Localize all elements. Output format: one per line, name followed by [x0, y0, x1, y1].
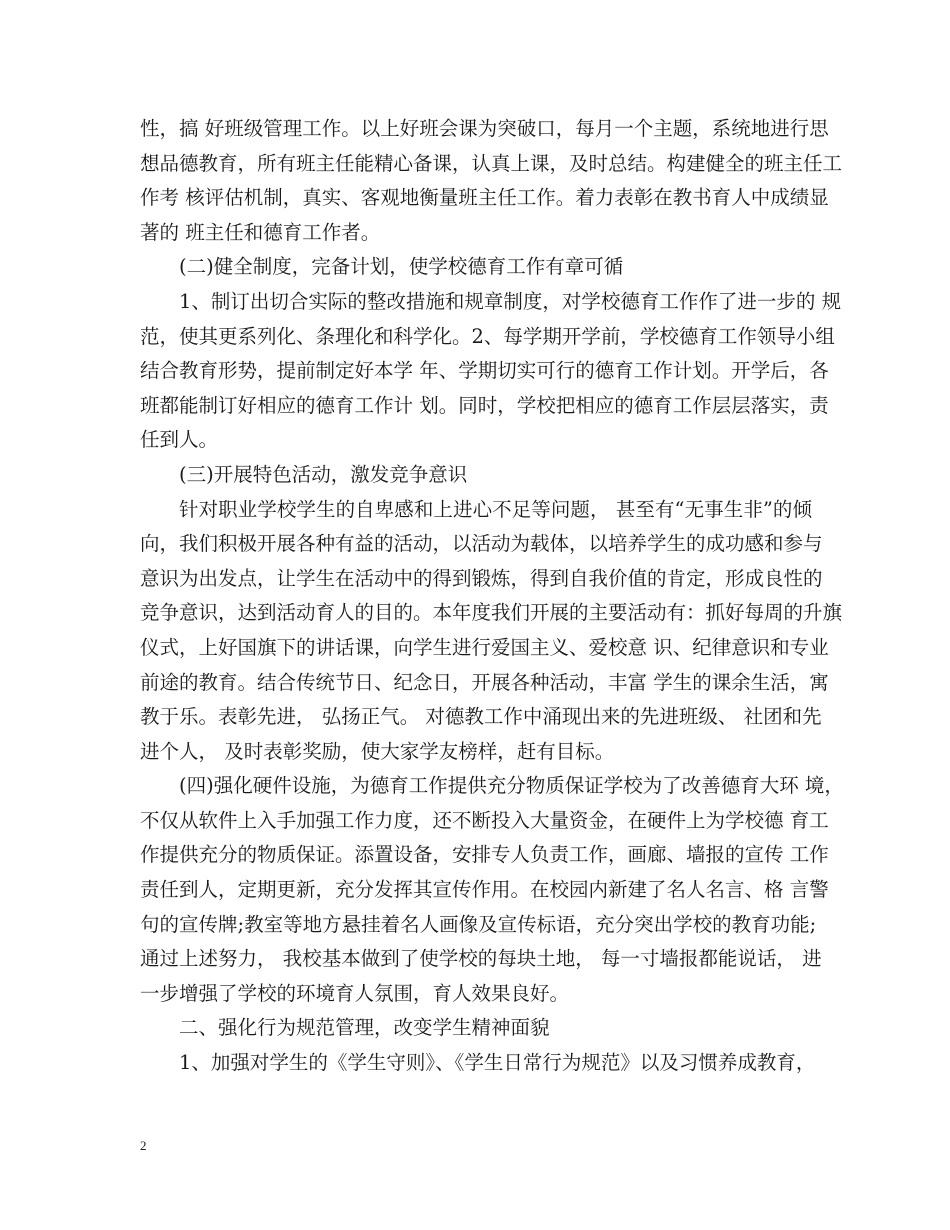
text-line: 通过上述努力， 我校基本做到了使学校的每块土地， 每一寸墙报都能说话， 进 [140, 947, 822, 971]
text-line: 1、制订出切合实际的整改措施和规章制度，对学校德育工作作了进一步的 规 [179, 289, 842, 313]
text-line: 句的宣传牌;教室等地方悬挂着名人画像及宣传标语，充分突出学校的教育功能; [140, 912, 817, 936]
text-line: 责任到人，定期更新，充分发挥其宣传作用。在校园内新建了名人名言、格 言警 [140, 878, 829, 902]
document-body [140, 112, 844, 1081]
text-line: 前途的教育。结合传统节日、纪念日，开展各种活动，丰富 学生的课余生活，寓 [140, 670, 829, 694]
text-line: 性，搞 好班级管理工作。以上好班会课为突破口，每月一个主题，系统地进行思 [140, 117, 829, 140]
text-line: 作考 核评估机制，真实、客观地衡量班主任工作。着力表彰在教书育人中成绩显 [140, 186, 829, 210]
text-line: 竞争意识，达到活动育人的目的。本年度我们开展的主要活动有：抓好每周的升旗 [140, 601, 843, 625]
text-line: 任到人。 [140, 428, 219, 452]
text-line: 作提供充分的物质保证。添置设备，安排专人负责工作，画廊、墙报的宣传 工作 [140, 843, 829, 867]
text-line: 意识为出发点，让学生在活动中的得到锻炼，得到自我价值的肯定，形成良性的 [140, 566, 823, 590]
text-line: 想品德教育，所有班主任能精心备课，认真上课，及时总结。构建健全的班主任工 [140, 151, 843, 175]
text-line: 不仅从软件上入手加强工作力度，还不断投入大量资金，在硬件上为学校德 育工 [140, 808, 829, 832]
text-line: 一步增强了学校的环境育人氛围，育人效果良好。 [140, 981, 570, 1005]
text-line: 进个人， 及时表彰奖励，使大家学友榜样，赶有目标。 [140, 739, 615, 763]
text-line: 结合教育形势，提前制定好本学 年、学期切实可行的德育工作计划。开学后，各 [140, 359, 829, 383]
text-line: 班都能制订好相应的德育工作计 划。同时，学校把相应的德育工作层层落实，责 [140, 393, 829, 417]
text-line: (二)健全制度，完备计划，使学校德育工作有章可循 [179, 255, 624, 279]
text-line: 向，我们积极开展各种有益的活动，以活动为载体，以培养学生的成功感和参与 [140, 532, 823, 556]
text-line: 二、强化行为规范管理，改变学生精神面貌 [179, 1016, 550, 1040]
text-line: 教于乐。表彰先进， 弘扬正气。 对德教工作中涌现出来的先进班级、 社团和先 [140, 705, 822, 729]
text-line: 针对职业学校学生的自卑感和上进心不足等问题， 甚至有“无事生非”的倾 [179, 497, 812, 521]
text-line: 1、加强对学生的《学生守则》、《学生日常行为规范》以及习惯养成教育， [179, 1051, 816, 1075]
text-line: (四)强化硬件设施，为德育工作提供充分物质保证学校为了改善德育大环 境， [179, 774, 844, 798]
text-line: 著的 班主任和德育工作者。 [140, 220, 381, 244]
page-number: 2 [140, 1138, 147, 1153]
text-line: 仪式，上好国旗下的讲话课，向学生进行爱国主义、爱校意 识、纪律意识和专业 [140, 635, 829, 659]
text-line: 范，使其更系列化、条理化和科学化。2、每学期开学前，学校德育工作领导小组 [140, 324, 835, 348]
text-line: (三)开展特色活动，激发竞争意识 [179, 462, 468, 486]
